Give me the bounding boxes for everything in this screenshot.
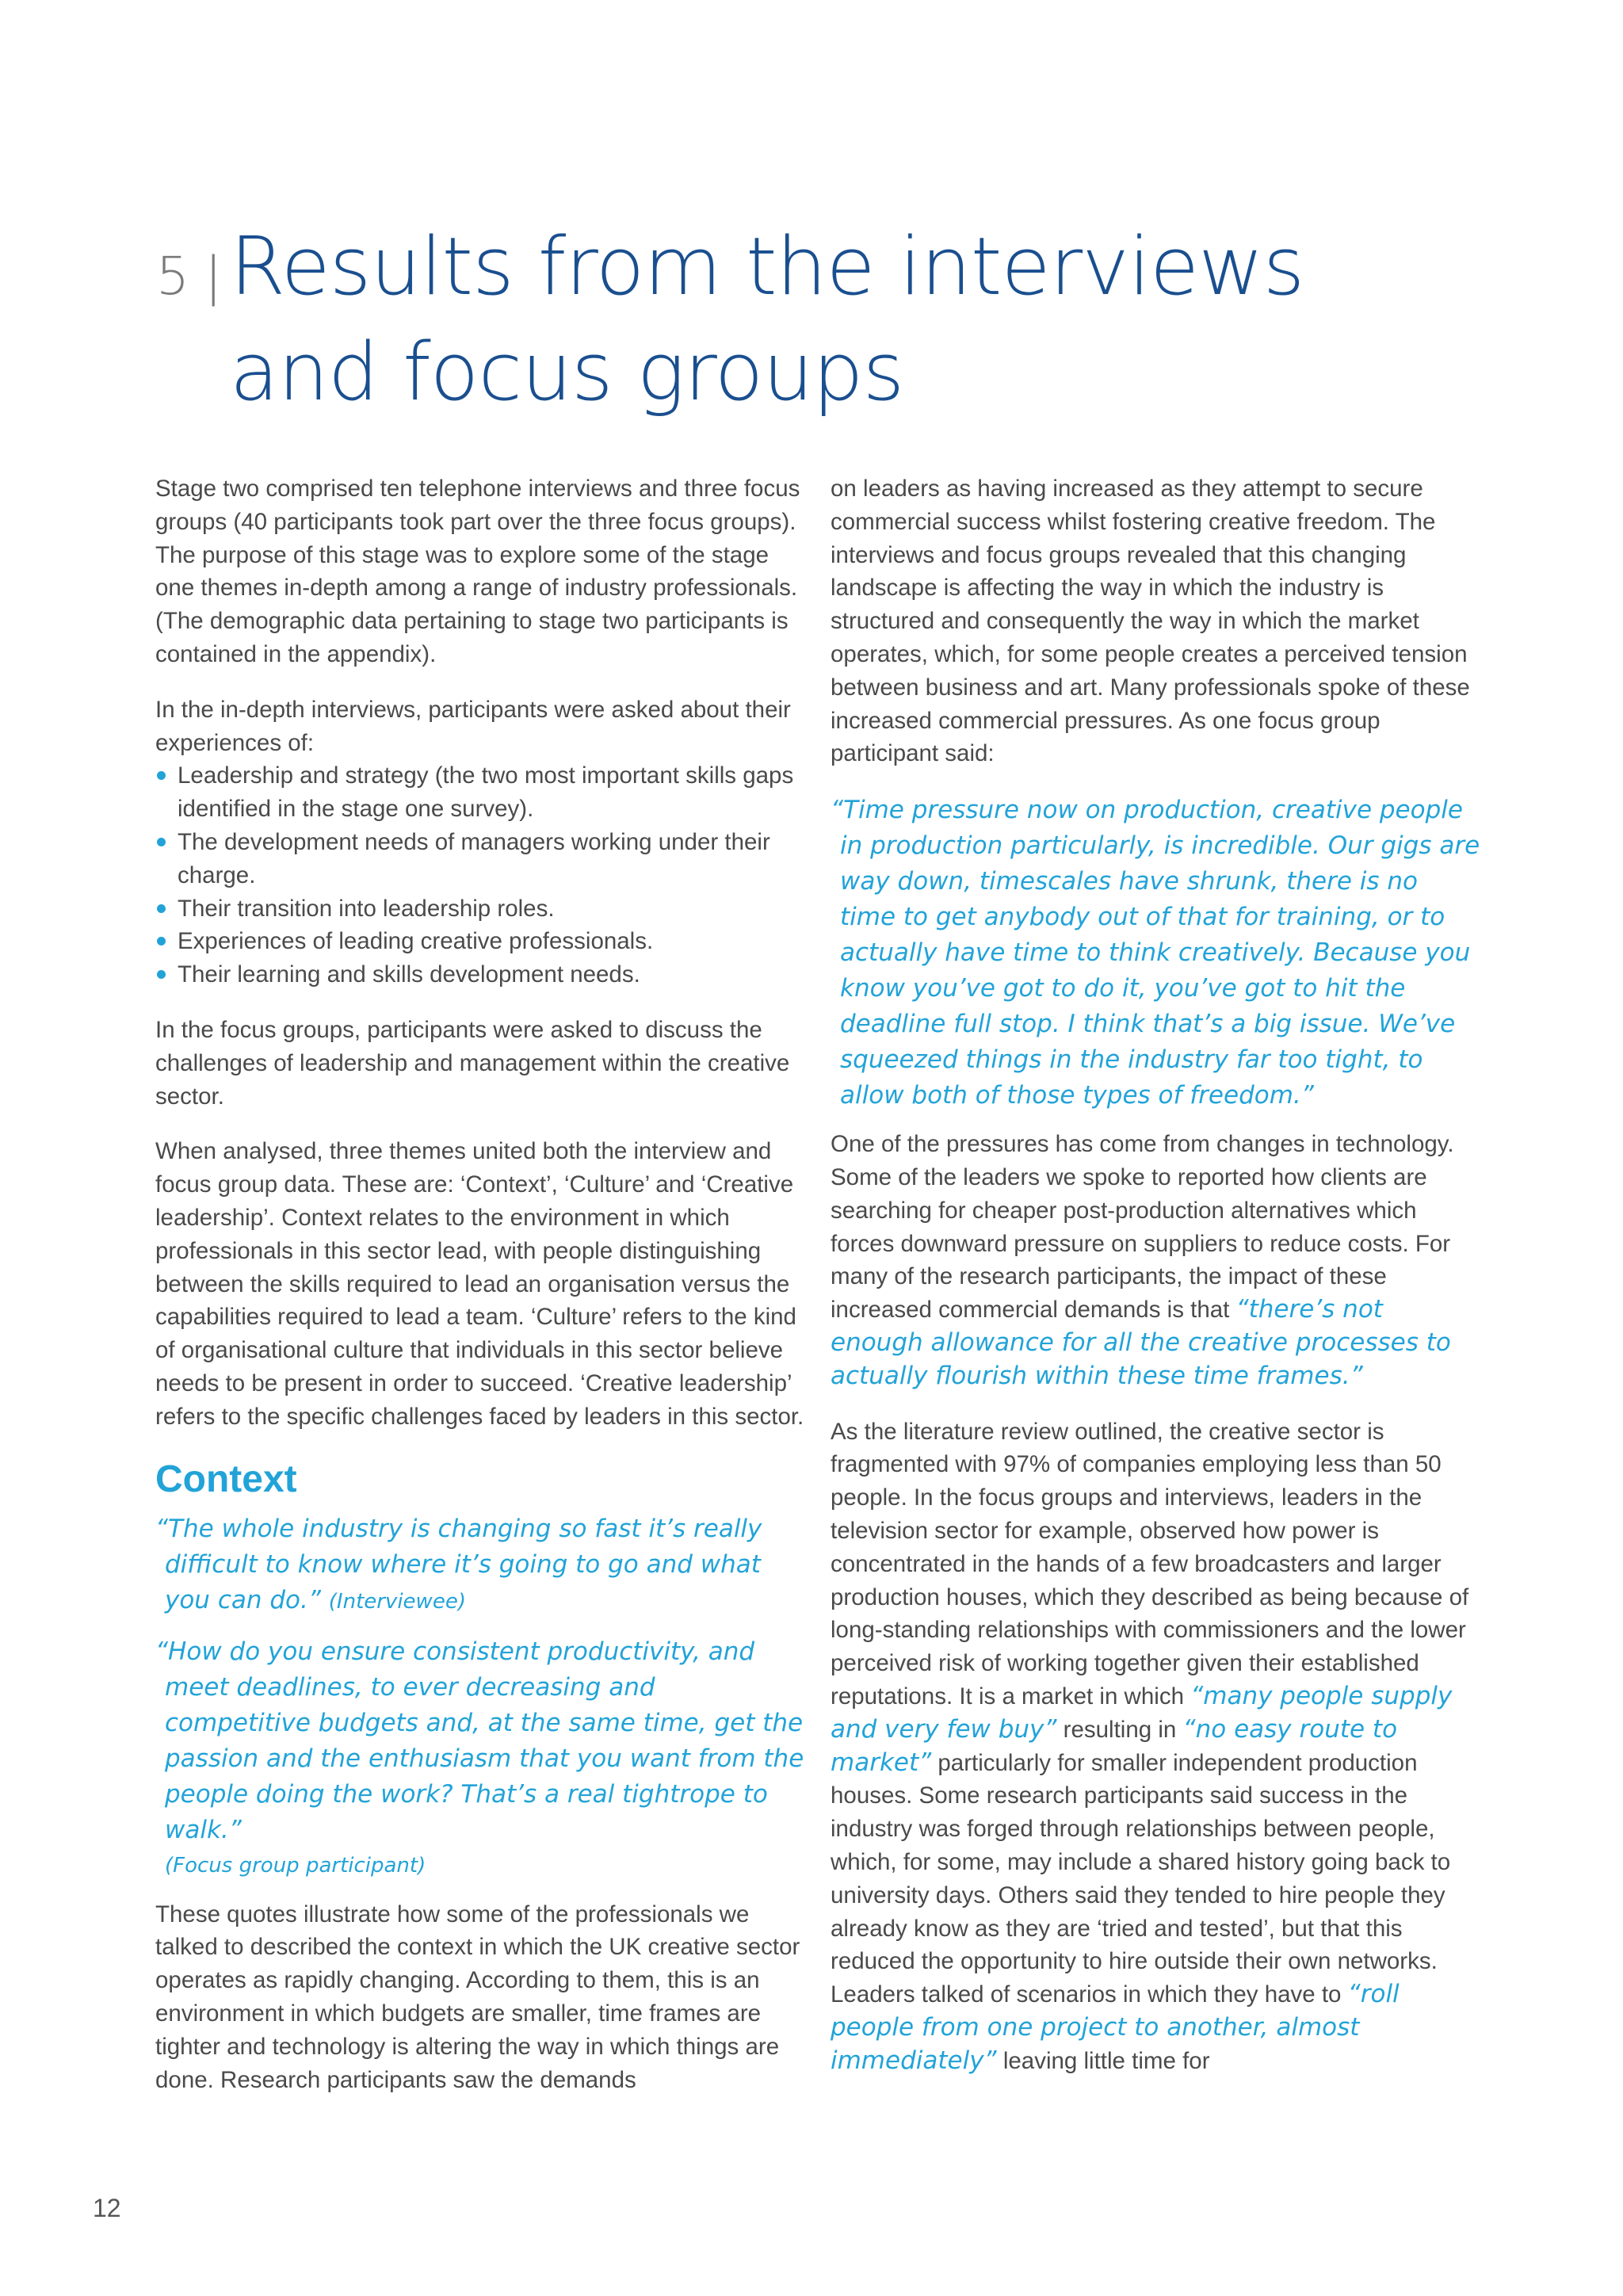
title-line-2: and focus groups [230, 325, 904, 418]
paragraph-text: resulting in [1063, 1716, 1177, 1743]
quote-text: “The whole industry is changing so fast it’s really difficult to know where it’s going to go and what you can do.” [155, 1514, 762, 1614]
paragraph-stage-two: Stage two comprised ten telephone interviews and three focus groups (40 participants took part over the three focus groups). The purpose of this stage was to explore some of the stage one themes in-depth among a range of industry professionals. (The demographic data pertaining to stage two participants is contained in the appendix). [155, 476, 800, 667]
inline-quote: “many people supply and very few buy” [831, 1681, 1453, 1744]
inline-quote: “there’s not enough allowance for all the creative processes to actually flourish within these time frames.” [831, 1295, 1451, 1390]
quote-time-pressure: “Time pressure now on production, creative people in production particularly, is incredible. Our gigs are way down, timescales have shrunk, there is no time to get anybody out of that for training, or to actually have time to think creatively. Because you know you’ve got to do it, you’ve got to hit the deadline full stop. I think that’s a big issue. We’ve squeezed things in the industry far too tight, to allow both of those types of freedom.” [831, 796, 1480, 1110]
page-number: 12 [93, 2194, 121, 2222]
list-item: Leadership and strategy (the two most important skills gaps identified in the stage one survey). [155, 759, 805, 826]
inline-quote: “no easy route to market” [831, 1714, 1398, 1777]
right-column [831, 472, 1480, 2099]
list-item: Their transition into leadership roles. [155, 892, 805, 926]
list-item: Experiences of leading creative professionals. [155, 925, 805, 958]
list-item: Their learning and skills development needs. [155, 958, 805, 991]
paragraph-literature-review [831, 1415, 1480, 2078]
paragraph-text: As the literature review outlined, the creative sector is fragmented with 97% of companies employing less than 50 people. In the focus groups and interviews, leaders in the television sector for example, observed how power is concentrated in the hands of a few broadcasters and larger production houses, which they described as being because of long-standing relationships with commissioners and the lower perceived risk of working together given their established reputations. It is a market in which [831, 1418, 1469, 1710]
quote-attribution: (Focus group participant) [165, 1853, 426, 1878]
paragraph-focus-groups: In the focus groups, participants were asked to discuss the challenges of leadership and management within the creative sector. [155, 1016, 790, 1110]
page-title [156, 219, 1503, 419]
paragraph-text: particularly for smaller independent production houses. Some research participants said success in the industry was forged through relationships between people, which, for some, may include a shared history going back to university days. Others said they tended to hire people they already know as they are ‘tried and tested’, but that this reduced the opportunity to hire outside their own networks. Leaders talked of scenarios in which they have to [831, 1749, 1451, 2008]
quote-focus-group [155, 1634, 805, 1884]
paragraph-quotes-illustrate: These quotes illustrate how some of the professionals we talked to described the context in which the UK creative sector operates as rapidly changing. According to them, this is an environment in which budgets are smaller, time frames are tighter and technology is altering the way in which things are done. Research participants saw the demands [155, 1901, 800, 2093]
section-number: 5 | [156, 246, 222, 307]
title-line-1 [156, 219, 1503, 324]
paragraph-leaders-demands: on leaders as having increased as they attempt to secure commercial success whilst fostering creative freedom. The interviews and focus groups revealed that this changing landscape is affecting the way in which the industry is structured and consequently the way in which the market operates, which, for some people creates a perceived tension between business and art. Many professionals spoke of these increased commercial pressures. As one focus group participant said: [831, 476, 1470, 767]
title-text-1: Results from the interviews [230, 220, 1304, 313]
quote-attribution: (Interviewee) [328, 1589, 466, 1614]
paragraph-interviews-intro: In the in-depth interviews, participants were asked about their experiences of: [155, 696, 791, 756]
experiences-list [155, 759, 805, 991]
paragraph-themes: When analysed, three themes united both the interview and focus group data. These are: ‘Context’, ‘Culture’ and ‘Creative leadership’. Context relates to the environment in which professionals in this sector lead, with people distinguishing between the skills required to lead an organisation versus the capabilities required to lead a team. ‘Culture’ refers to the kind of organisational culture that individuals in this sector believe needs to be present in order to succeed. ‘Creative leadership’ refers to the specific challenges faced by leaders in this sector. [155, 1138, 804, 1430]
quote-text: “How do you ensure consistent productivity, and meet deadlines, to ever decreasing and competitive budgets and, at the same time, get the passion and the enthusiasm that you want from the people doing the work? That’s a real tightrope to walk.” [155, 1637, 804, 1844]
inline-quote: “roll people from one project to another, almost immediately” [831, 1980, 1400, 2075]
paragraph-text: leaving little time for [1002, 2047, 1210, 2074]
quote-interviewee [155, 1511, 805, 1620]
context-heading: Context [155, 1457, 297, 1500]
paragraph-text: One of the pressures has come from changes in technology. Some of the leaders we spoke to reported how clients are searching for cheaper post-production alternatives which forces downward pressure on suppliers to reduce costs. For many of the research participants, the impact of these increased commercial demands is that [831, 1131, 1454, 1324]
list-item: The development needs of managers working under their charge. [155, 826, 805, 892]
paragraph-technology [831, 1128, 1480, 1392]
left-column [155, 472, 805, 2118]
